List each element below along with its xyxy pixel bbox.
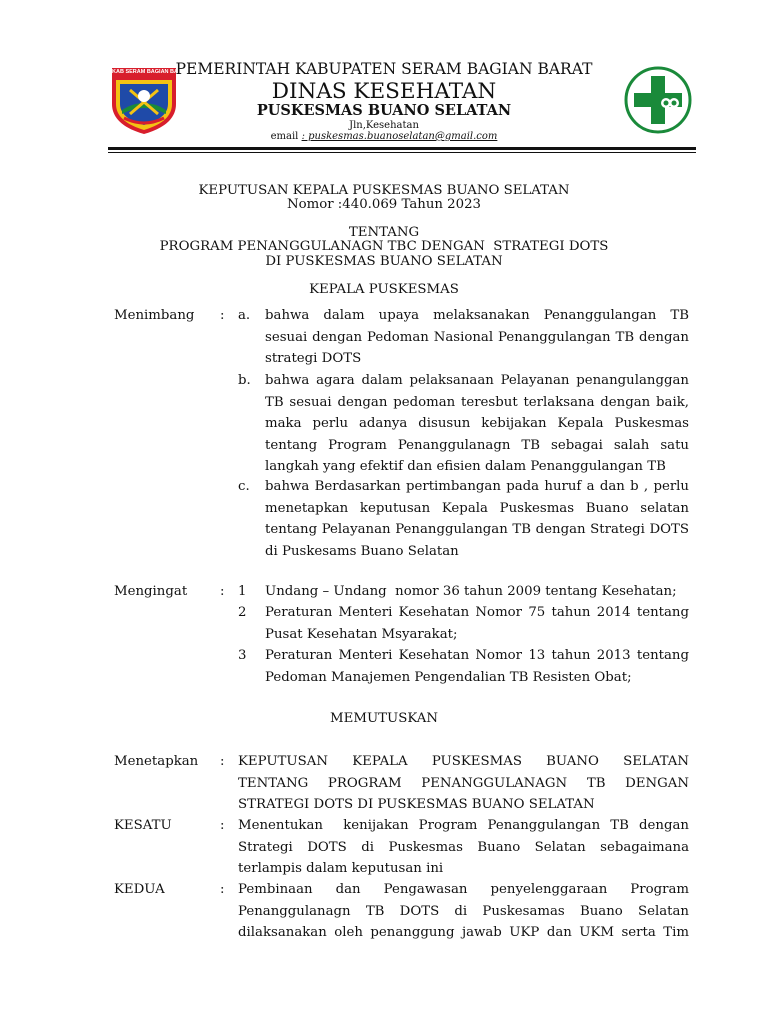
menimbang-mark-a: a.: [238, 308, 251, 323]
mengingat-item-3: [265, 645, 689, 688]
text-line: Penanggulanagn TB DOTS di Puskesamas Buano Selatan: [238, 903, 689, 919]
mengingat-mark-1: 1: [238, 584, 247, 599]
menetapkan-label: Menetapkan: [114, 754, 199, 769]
text-line: tentang Program Penanggulanagn TB sebagai salah satu: [265, 437, 689, 453]
text-line: langkah yang efektif dan efisien dalam Penanggulangan TB: [265, 459, 666, 474]
kedua-colon: :: [220, 882, 225, 897]
email-value[interactable]: : puskesmas.buanoselatan@gmail.com: [301, 131, 498, 142]
kesatu-colon: :: [220, 818, 225, 833]
decree-title: KEPUTUSAN KEPALA PUSKESMAS BUANO SELATAN: [198, 183, 570, 198]
gov-name: PEMERINTAH KABUPATEN SERAM BAGIAN BARAT: [175, 60, 593, 78]
text-line: Pedoman Manajemen Pengendalian TB Resisten Obat;: [265, 669, 632, 685]
text-line: Pusat Kesehatan Msyarakat;: [265, 626, 458, 642]
menimbang-item-c: [265, 476, 689, 562]
subject-line-1: PROGRAM PENANGGULANAGN TBC DENGAN STRATEGI DOTS: [159, 239, 609, 254]
text-line: Undang – Undang nomor 36 tahun 2009 tentang Kesehatan;: [265, 584, 677, 599]
mengingat-item-2: [265, 602, 689, 645]
mengingat-label: Mengingat: [114, 584, 188, 599]
text-line: TENTANG PROGRAM PENANGGULANAGN TB DENGAN: [238, 775, 689, 791]
kedua-label: KEDUA: [114, 882, 165, 897]
menimbang-colon: :: [220, 308, 225, 323]
kepala-heading: KEPALA PUSKESMAS: [309, 282, 459, 297]
address: Jln,Kesehatan: [349, 120, 419, 131]
text-line: strategi DOTS: [265, 351, 362, 366]
text-line: Peraturan Menteri Kesehatan Nomor 13 tahun 2013 tentang: [265, 648, 689, 663]
text-line: maka perlu adanya disusun kebijakan Kepala Puskesmas: [265, 416, 689, 431]
text-line: Menentukan kenijakan Program Penanggulangan TB dengan: [238, 818, 689, 833]
puskesmas-logo: [624, 66, 692, 134]
header-divider-thin: [108, 152, 696, 153]
text-line: Pembinaan dan Pengawasan penyelenggaraan Program: [238, 882, 689, 897]
menetapkan-colon: :: [220, 754, 225, 769]
mengingat-item-1: [265, 581, 689, 603]
text-line: bahwa agara dalam pelaksanaan Pelayanan penangulanggan: [265, 373, 689, 388]
memutuskan-heading: MEMUTUSKAN: [330, 711, 438, 726]
text-line: sesuai dengan Pedoman Nasional Penanggulangan TB dengan: [265, 329, 689, 345]
mengingat-mark-3: 3: [238, 648, 247, 663]
text-line: terlampis dalam keputusan ini: [238, 861, 444, 876]
decree-number: Nomor :440.069 Tahun 2023: [286, 197, 482, 212]
menimbang-mark-b: b.: [238, 373, 251, 388]
menimbang-label: Menimbang: [114, 308, 195, 323]
header-divider-thick: [108, 147, 696, 150]
text-line: bahwa Berdasarkan pertimbangan pada huruf a dan b , perlu: [265, 479, 689, 494]
mengingat-mark-2: 2: [238, 605, 247, 620]
text-line: bahwa dalam upaya melaksanakan Penanggulangan TB: [265, 308, 689, 323]
subject-line-2: DI PUSKESMAS BUANO SELATAN: [265, 254, 503, 269]
menimbang-mark-c: c.: [238, 479, 250, 494]
text-line: STRATEGI DOTS DI PUSKESMAS BUANO SELATAN: [238, 797, 595, 812]
tentang-heading: TENTANG: [348, 225, 420, 240]
email-label: email: [270, 131, 299, 142]
text-line: dilaksanakan oleh penanggung jawab UKP dan UKM serta Tim: [238, 925, 689, 940]
text-line: menetapkan keputusan Kepala Puskesmas Buano selatan: [265, 500, 689, 516]
menetapkan-text: [238, 751, 689, 816]
mengingat-colon: :: [220, 584, 225, 599]
text-line: Strategi DOTS di Puskesmas Buano Selatan sebagaimana: [238, 839, 689, 855]
emblem-banner-text: KAB SERAM BAGIAN BARAT: [112, 69, 189, 75]
text-line: tentang Pelayanan Penanggulangan TB dengan Strategi DOTS: [265, 522, 689, 537]
text-line: di Puskesams Buano Selatan: [265, 543, 459, 559]
menimbang-item-b: [265, 370, 689, 478]
dept-name: DINAS KESEHATAN: [271, 79, 497, 104]
kesatu-label: KESATU: [114, 818, 172, 833]
unit-name: PUSKESMAS BUANO SELATAN: [256, 102, 512, 119]
menimbang-item-a: [265, 305, 689, 370]
text-line: Peraturan Menteri Kesehatan Nomor 75 tahun 2014 tentang: [265, 605, 689, 620]
kedua-text: [238, 879, 689, 944]
text-line: KEPUTUSAN KEPALA PUSKESMAS BUANO SELATAN: [238, 754, 689, 769]
text-line: TB sesuai dengan pedoman teresbut terlaksana dengan baik,: [265, 394, 689, 410]
kesatu-text: [238, 815, 689, 880]
